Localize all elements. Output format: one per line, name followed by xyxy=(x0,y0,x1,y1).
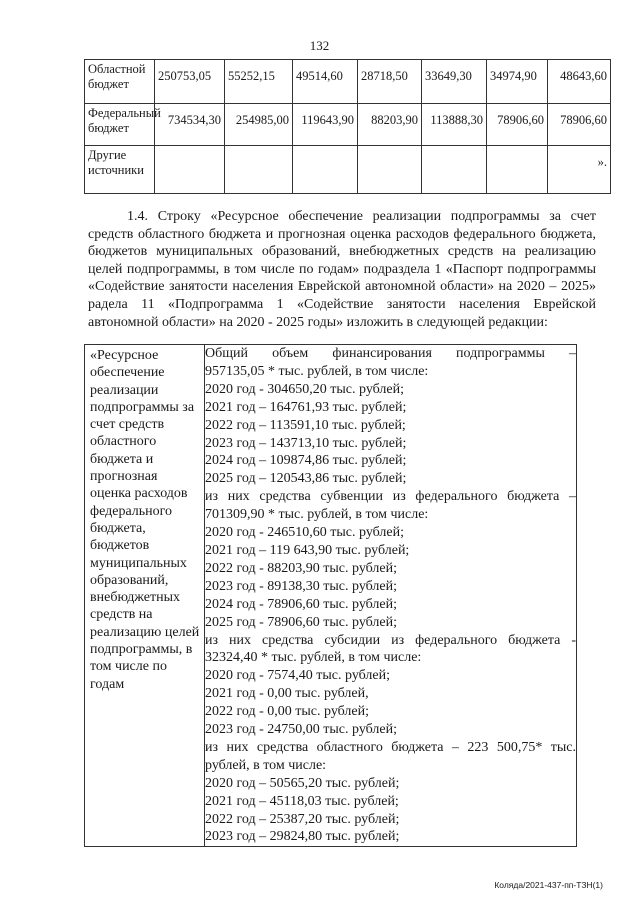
table-cell: 48643,60 xyxy=(548,60,611,104)
amendment-paragraph: 1.4. Строку «Ресурсное обеспечение реализации подпрограммы за счет средств областного бюджета и прогнозная оценка расходов федерального бюджета, бюджетов муниципальных образований, внебюджетных средств на реализацию целей подпрограммы, в том числе по годам» подраздела 1 «Паспорт подпрограммы «Содействие занятости населения Еврейской автономной области» на 2020 – 2025» радела 11 «Подпрограмма 1 «Содействие занятости населения Еврейской автономной области» на 2020 - 2025 годы» изложить в следующей редакции: xyxy=(88,209,596,330)
resource-line: 2023 год - 89138,30 тыс. рублей; xyxy=(205,578,398,594)
resource-line: 2021 год – 45118,03 тыс. рублей; xyxy=(205,793,399,809)
table-cell: 78906,60 xyxy=(548,104,611,146)
resource-line: из них средства областного бюджета – 223 500,75* тыс. xyxy=(205,739,576,755)
table-cell xyxy=(225,146,293,194)
resource-line: из них средства субвенции из федерального бюджета – xyxy=(205,489,576,505)
resource-line: 32324,40 * тыс. рублей, в том числе: xyxy=(205,650,422,666)
table-cell: 254985,00 xyxy=(225,104,293,146)
resource-line: 2022 год – 113591,10 тыс. рублей; xyxy=(205,417,406,433)
table-cell: 55252,15 xyxy=(225,60,293,104)
table-cell: 113888,30 xyxy=(422,104,487,146)
row-label: Областной бюджет xyxy=(85,60,155,104)
table-cell xyxy=(358,146,422,194)
table-cell: 250753,05 xyxy=(155,60,225,104)
resource-line: 2023 год - 24750,00 тыс. рублей; xyxy=(205,722,398,738)
table-row xyxy=(85,146,611,194)
table-cell: 49514,60 xyxy=(293,60,358,104)
table-cell xyxy=(293,146,358,194)
table-row xyxy=(85,345,577,847)
resource-line: 2021 год - 0,00 тыс. рублей, xyxy=(205,686,369,702)
resource-line: 2022 год - 88203,90 тыс. рублей; xyxy=(205,560,398,576)
resource-line: 2023 год – 29824,80 тыс. рублей; xyxy=(205,829,400,845)
resource-line: 2025 год – 120543,86 тыс. рублей; xyxy=(205,471,407,487)
resource-label-cell xyxy=(85,345,205,847)
resource-line: из них средства субсидии из федерального бюджета - xyxy=(205,632,576,648)
resource-table xyxy=(84,344,577,847)
resource-line: 2022 год – 25387,20 тыс. рублей; xyxy=(205,811,400,827)
resource-line: Общий объем финансирования подпрограммы – xyxy=(205,346,576,361)
table-cell xyxy=(155,146,225,194)
resource-line: 2024 год - 78906,60 тыс. рублей; xyxy=(205,596,398,612)
resource-line: 2020 год - 304650,20 тыс. рублей; xyxy=(205,381,405,397)
table-cell: 119643,90 xyxy=(293,104,358,146)
table-cell: 734534,30 xyxy=(155,104,225,146)
table-cell: 28718,50 xyxy=(358,60,422,104)
resource-line: 2021 год – 119 643,90 тыс. рублей; xyxy=(205,542,410,558)
resource-line: 2023 год – 143713,10 тыс. рублей; xyxy=(205,435,407,451)
table-cell: ». xyxy=(548,146,611,194)
resource-line: 2021 год – 164761,93 тыс. рублей; xyxy=(205,399,407,415)
table-cell: 34974,90 xyxy=(487,60,548,104)
table-row xyxy=(85,104,611,146)
table-cell: 88203,90 xyxy=(358,104,422,146)
table-cell: 78906,60 xyxy=(487,104,548,146)
page-number: 132 xyxy=(309,38,330,53)
document-footer: Коляда/2021-437-пп-ТЗН(1) xyxy=(494,880,603,890)
row-label: Федеральный бюджет xyxy=(85,104,155,146)
resource-label: «Ресурсное обеспечение реализации подпрограммы за счет средств областного бюджета и прогнозная оценка расходов федерального бюджета, бюджетов муниципальных образований, внебюджетных средств на реализацию целей подпрограммы, в том числе по годам xyxy=(90,348,200,692)
table-cell xyxy=(422,146,487,194)
resource-details-cell xyxy=(205,345,577,847)
resource-line: 2020 год - 7574,40 тыс. рублей; xyxy=(205,668,391,684)
row-label: Другие источники xyxy=(85,146,155,194)
table-row xyxy=(85,60,611,104)
resource-line: 701309,90 * тыс. рублей, в том числе: xyxy=(205,507,429,523)
budget-table xyxy=(84,59,611,194)
resource-line: 2022 год - 0,00 тыс. рублей; xyxy=(205,704,370,720)
table-cell xyxy=(487,146,548,194)
table-cell: 33649,30 xyxy=(422,60,487,104)
resource-line: 957135,05 * тыс. рублей, в том числе: xyxy=(205,363,429,379)
resource-line: 2024 год – 109874,86 тыс. рублей; xyxy=(205,453,407,469)
resource-line: 2025 год - 78906,60 тыс. рублей; xyxy=(205,614,398,630)
resource-line: рублей, в том числе: xyxy=(205,757,327,773)
resource-line: 2020 год - 246510,60 тыс. рублей; xyxy=(205,525,405,541)
resource-line: 2020 год – 50565,20 тыс. рублей; xyxy=(205,775,400,791)
